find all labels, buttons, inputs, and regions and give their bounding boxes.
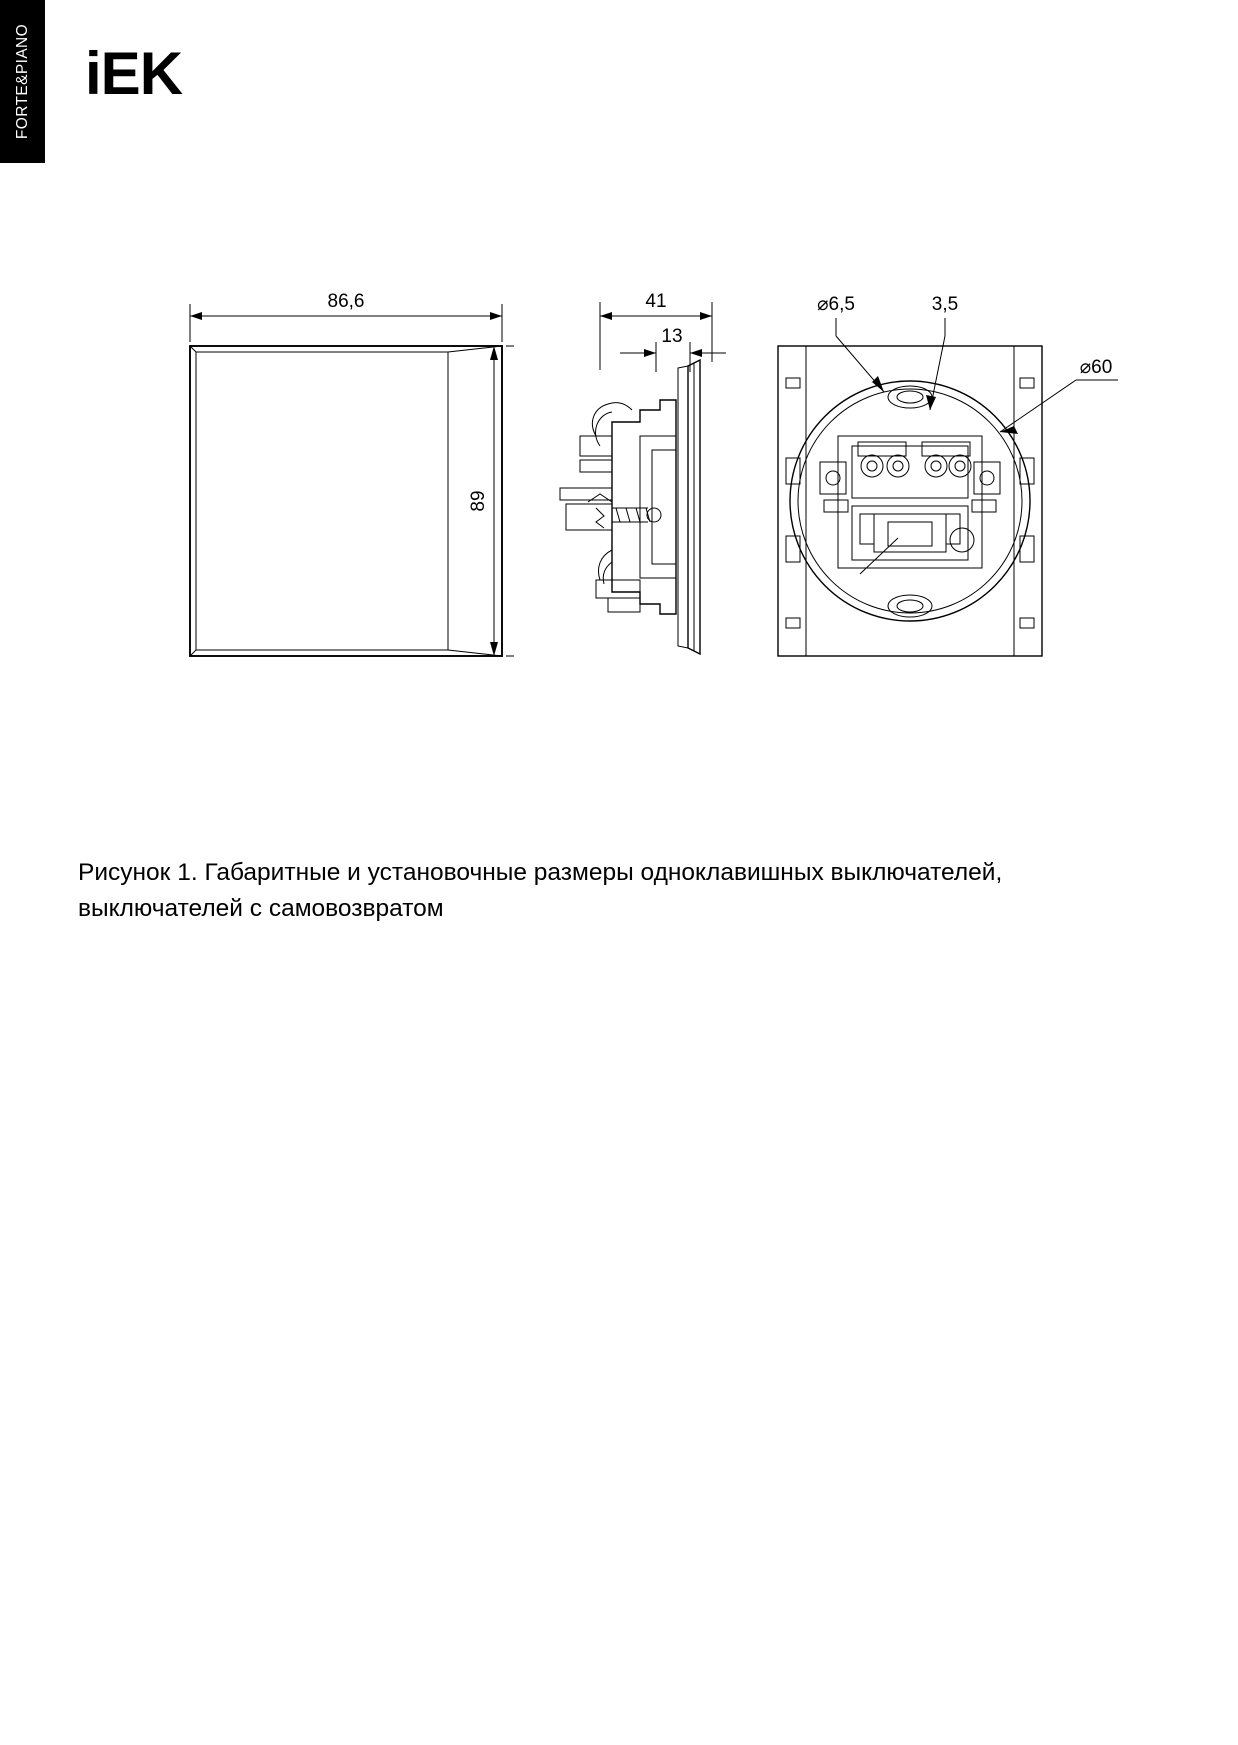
dim-hole-diameter-label: ⌀6,5 [817, 294, 855, 315]
dim-depth-label: 41 [645, 291, 667, 312]
iek-logo [85, 40, 183, 107]
dim-width-label: 86,6 [327, 291, 365, 312]
brand-sidebar-label: FORTE&PIANO [13, 23, 31, 140]
logo-text: iEK [85, 40, 183, 107]
dim-slot-width-label: 3,5 [931, 294, 959, 315]
figure-caption: Рисунок 1. Габаритные и установочные размеры одноклавишных выключателей, выключателей с самовозвратом [78, 859, 1003, 922]
dim-box-diameter-label: ⌀60 [1079, 357, 1113, 378]
dim-frame-depth-label: 13 [661, 326, 683, 347]
technical-drawing [0, 250, 1238, 670]
spring-detail [596, 508, 604, 528]
dim-height-label: 89 [468, 490, 489, 512]
drawing-svg [0, 250, 1238, 670]
rear-view [778, 294, 1118, 656]
front-view [190, 291, 514, 656]
side-view [560, 291, 726, 654]
brand-sidebar [0, 0, 45, 163]
